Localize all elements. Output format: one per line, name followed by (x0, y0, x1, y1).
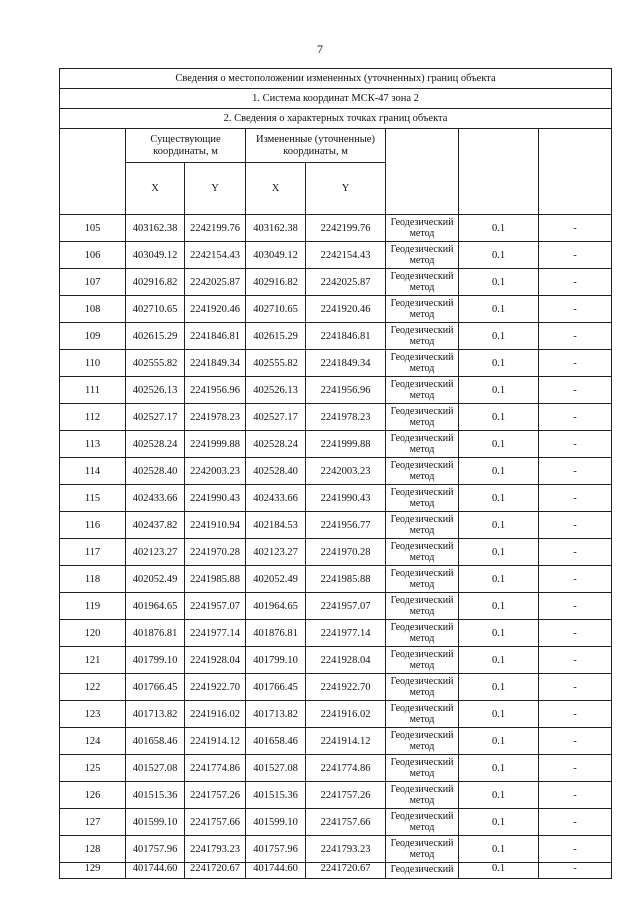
accuracy-cell: 0.1 (459, 296, 539, 323)
accuracy-cell: 0.1 (459, 377, 539, 404)
existing-y-cell: 2241956.96 (185, 377, 246, 404)
method-cell: Геодезический метод (386, 674, 459, 701)
existing-y-cell: 2242154.43 (185, 242, 246, 269)
existing-x-cell: 402528.40 (126, 458, 185, 485)
accuracy-cell: 0.1 (459, 674, 539, 701)
existing-y-cell: 2241978.23 (185, 404, 246, 431)
header-row-system (60, 89, 612, 109)
accuracy-cell: 0.1 (459, 836, 539, 863)
accuracy-header (459, 129, 539, 215)
changed-x-cell: 402615.29 (246, 323, 306, 350)
changed-x-cell: 402527.17 (246, 404, 306, 431)
method-cell: Геодезический метод (386, 620, 459, 647)
point-number-cell: 126 (60, 782, 126, 809)
changed-x-cell: 402528.24 (246, 431, 306, 458)
description-cell: - (539, 863, 612, 879)
method-cell: Геодезический метод (386, 404, 459, 431)
description-cell: - (539, 242, 612, 269)
table-row (60, 296, 612, 323)
method-cell: Геодезический метод (386, 566, 459, 593)
existing-x-cell: 402555.82 (126, 350, 185, 377)
existing-x-cell: 402710.65 (126, 296, 185, 323)
description-cell: - (539, 377, 612, 404)
description-cell: - (539, 296, 612, 323)
method-cell: Геодезический метод (386, 377, 459, 404)
method-cell: Геодезический метод (386, 539, 459, 566)
existing-y-cell: 2242199.76 (185, 215, 246, 242)
point-number-cell: 118 (60, 566, 126, 593)
changed-y-cell: 2242025.87 (306, 269, 386, 296)
method-cell: Геодезический метод (386, 647, 459, 674)
table-row (60, 647, 612, 674)
existing-y-cell: 2241985.88 (185, 566, 246, 593)
existing-x-cell: 402527.17 (126, 404, 185, 431)
changed-y-cell: 2241720.67 (306, 863, 386, 879)
existing-x-cell: 401757.96 (126, 836, 185, 863)
accuracy-cell: 0.1 (459, 215, 539, 242)
existing-y-cell: 2242003.23 (185, 458, 246, 485)
existing-y-cell: 2241920.46 (185, 296, 246, 323)
existing-y-cell: 2241957.07 (185, 593, 246, 620)
table-row (60, 620, 612, 647)
changed-y-cell: 2241978.23 (306, 404, 386, 431)
changed-x-cell: 402528.40 (246, 458, 306, 485)
method-cell: Геодезический метод (386, 323, 459, 350)
changed-x-cell: 401799.10 (246, 647, 306, 674)
changed-x-cell: 402184.53 (246, 512, 306, 539)
description-cell: - (539, 539, 612, 566)
point-number-cell: 113 (60, 431, 126, 458)
changed-x-cell: 402916.82 (246, 269, 306, 296)
description-cell: - (539, 701, 612, 728)
existing-y-cell: 2241846.81 (185, 323, 246, 350)
existing-x-cell: 401766.45 (126, 674, 185, 701)
description-cell: - (539, 269, 612, 296)
description-cell: - (539, 566, 612, 593)
changed-y-cell: 2241849.34 (306, 350, 386, 377)
method-cell: Геодезический метод (386, 458, 459, 485)
changed-y-cell: 2241757.26 (306, 782, 386, 809)
changed-y-cell: 2241928.04 (306, 647, 386, 674)
accuracy-cell: 0.1 (459, 620, 539, 647)
point-number-cell: 112 (60, 404, 126, 431)
point-number-cell: 121 (60, 647, 126, 674)
description-cell: - (539, 809, 612, 836)
point-number-cell: 109 (60, 323, 126, 350)
existing-x-cell: 401515.36 (126, 782, 185, 809)
existing-x-cell: 401527.08 (126, 755, 185, 782)
table-row (60, 539, 612, 566)
table-row (60, 431, 612, 458)
accuracy-cell: 0.1 (459, 647, 539, 674)
changed-y-cell: 2241846.81 (306, 323, 386, 350)
table-row (60, 593, 612, 620)
accuracy-cell: 0.1 (459, 242, 539, 269)
changed-x-cell: 401713.82 (246, 701, 306, 728)
point-number-cell: 120 (60, 620, 126, 647)
accuracy-cell: 0.1 (459, 431, 539, 458)
description-cell: - (539, 512, 612, 539)
boundary-points-table (59, 68, 612, 879)
changed-y-cell: 2241977.14 (306, 620, 386, 647)
method-cell: Геодезический метод (386, 512, 459, 539)
changed-y-cell: 2241914.12 (306, 728, 386, 755)
existing-y-cell: 2241916.02 (185, 701, 246, 728)
existing-x-cell: 401658.46 (126, 728, 185, 755)
changed-y-cell: 2241774.86 (306, 755, 386, 782)
existing-y-cell: 2241720.67 (185, 863, 246, 879)
point-number-cell: 119 (60, 593, 126, 620)
existing-x-cell: 401964.65 (126, 593, 185, 620)
description-cell: - (539, 674, 612, 701)
changed-x-cell: 402555.82 (246, 350, 306, 377)
existing-x-cell: 402916.82 (126, 269, 185, 296)
description-cell: - (539, 728, 612, 755)
existing-x-cell: 402615.29 (126, 323, 185, 350)
method-cell: Геодезический метод (386, 215, 459, 242)
existing-x-cell: 401799.10 (126, 647, 185, 674)
point-number-cell: 129 (60, 863, 126, 879)
description-cell: - (539, 836, 612, 863)
table-row (60, 377, 612, 404)
existing-y-header: Y (185, 163, 246, 215)
changed-y-cell: 2241990.43 (306, 485, 386, 512)
existing-y-cell: 2241774.86 (185, 755, 246, 782)
table-row (60, 458, 612, 485)
existing-x-cell: 402433.66 (126, 485, 185, 512)
table-row (60, 323, 612, 350)
point-number-cell: 115 (60, 485, 126, 512)
changed-x-cell: 402526.13 (246, 377, 306, 404)
point-number-cell: 105 (60, 215, 126, 242)
existing-y-cell: 2241928.04 (185, 647, 246, 674)
changed-y-cell: 2241757.66 (306, 809, 386, 836)
existing-y-cell: 2241757.66 (185, 809, 246, 836)
existing-y-cell: 2241757.26 (185, 782, 246, 809)
method-cell: Геодезический метод (386, 269, 459, 296)
description-cell: - (539, 458, 612, 485)
table-row (60, 485, 612, 512)
section-title: 2. Сведения о характерных точках границ объекта (60, 109, 612, 129)
description-cell: - (539, 323, 612, 350)
point-number-cell: 107 (60, 269, 126, 296)
accuracy-cell: 0.1 (459, 782, 539, 809)
existing-coordinates-header: Существующие координаты, м (126, 129, 246, 163)
changed-x-cell: 401766.45 (246, 674, 306, 701)
description-cell: - (539, 485, 612, 512)
existing-x-cell: 402123.27 (126, 539, 185, 566)
method-cell: Геодезический метод (386, 431, 459, 458)
accuracy-cell: 0.1 (459, 350, 539, 377)
point-number-cell: 122 (60, 674, 126, 701)
point-number-header (60, 129, 126, 215)
point-number-cell: 114 (60, 458, 126, 485)
changed-x-cell: 402710.65 (246, 296, 306, 323)
changed-coordinates-header: Измененные (уточненные) координаты, м (246, 129, 386, 163)
existing-x-header: X (126, 163, 185, 215)
table-row (60, 404, 612, 431)
changed-y-cell: 2241916.02 (306, 701, 386, 728)
point-number-cell: 123 (60, 701, 126, 728)
description-header (539, 129, 612, 215)
changed-x-cell: 401876.81 (246, 620, 306, 647)
method-cell: Геодезический метод (386, 701, 459, 728)
existing-y-cell: 2241793.23 (185, 836, 246, 863)
method-cell: Геодезический метод (386, 809, 459, 836)
table-row (60, 215, 612, 242)
changed-y-cell: 2241956.96 (306, 377, 386, 404)
existing-x-cell: 402528.24 (126, 431, 185, 458)
existing-y-cell: 2241977.14 (185, 620, 246, 647)
existing-y-cell: 2241922.70 (185, 674, 246, 701)
existing-x-cell: 402526.13 (126, 377, 185, 404)
table-row (60, 350, 612, 377)
existing-x-cell: 402437.82 (126, 512, 185, 539)
table-row (60, 836, 612, 863)
description-cell: - (539, 593, 612, 620)
point-number-cell: 127 (60, 809, 126, 836)
table-row (60, 701, 612, 728)
changed-x-cell: 403162.38 (246, 215, 306, 242)
changed-y-cell: 2241970.28 (306, 539, 386, 566)
table-row (60, 566, 612, 593)
accuracy-cell: 0.1 (459, 269, 539, 296)
accuracy-cell: 0.1 (459, 755, 539, 782)
accuracy-cell: 0.1 (459, 701, 539, 728)
table-body (60, 69, 612, 879)
existing-x-cell: 402052.49 (126, 566, 185, 593)
description-cell: - (539, 647, 612, 674)
changed-x-cell: 401744.60 (246, 863, 306, 879)
table-row (60, 674, 612, 701)
point-number-cell: 111 (60, 377, 126, 404)
changed-x-cell: 401515.36 (246, 782, 306, 809)
method-cell: Геодезический (386, 863, 459, 879)
method-cell: Геодезический метод (386, 350, 459, 377)
existing-y-cell: 2242025.87 (185, 269, 246, 296)
table-row (60, 269, 612, 296)
accuracy-cell: 0.1 (459, 485, 539, 512)
header-row-title (60, 69, 612, 89)
changed-x-cell: 401658.46 (246, 728, 306, 755)
point-number-cell: 125 (60, 755, 126, 782)
method-header (386, 129, 459, 215)
coordinate-system: 1. Система координат МСК-47 зона 2 (60, 89, 612, 109)
description-cell: - (539, 215, 612, 242)
header-row-groups (60, 129, 612, 163)
point-number-cell: 108 (60, 296, 126, 323)
changed-x-header: X (246, 163, 306, 215)
accuracy-cell: 0.1 (459, 728, 539, 755)
header-row-section (60, 109, 612, 129)
method-cell: Геодезический метод (386, 755, 459, 782)
existing-x-cell: 403049.12 (126, 242, 185, 269)
existing-x-cell: 401744.60 (126, 863, 185, 879)
accuracy-cell: 0.1 (459, 566, 539, 593)
table-row (60, 863, 612, 879)
description-cell: - (539, 350, 612, 377)
accuracy-cell: 0.1 (459, 323, 539, 350)
table-row (60, 755, 612, 782)
changed-y-cell: 2241920.46 (306, 296, 386, 323)
existing-y-cell: 2241999.88 (185, 431, 246, 458)
existing-y-cell: 2241990.43 (185, 485, 246, 512)
changed-y-cell: 2241956.77 (306, 512, 386, 539)
changed-x-cell: 402052.49 (246, 566, 306, 593)
changed-x-cell: 401964.65 (246, 593, 306, 620)
point-number-cell: 124 (60, 728, 126, 755)
existing-x-cell: 401713.82 (126, 701, 185, 728)
table-row (60, 728, 612, 755)
changed-x-cell: 401527.08 (246, 755, 306, 782)
table-row (60, 782, 612, 809)
method-cell: Геодезический метод (386, 242, 459, 269)
existing-x-cell: 401876.81 (126, 620, 185, 647)
changed-x-cell: 402433.66 (246, 485, 306, 512)
page-number: 7 (317, 42, 323, 56)
accuracy-cell: 0.1 (459, 863, 539, 879)
changed-y-cell: 2242154.43 (306, 242, 386, 269)
changed-x-cell: 401599.10 (246, 809, 306, 836)
changed-y-cell: 2241999.88 (306, 431, 386, 458)
method-cell: Геодезический метод (386, 782, 459, 809)
existing-y-cell: 2241910.94 (185, 512, 246, 539)
description-cell: - (539, 782, 612, 809)
existing-x-cell: 401599.10 (126, 809, 185, 836)
changed-y-cell: 2242199.76 (306, 215, 386, 242)
existing-y-cell: 2241970.28 (185, 539, 246, 566)
changed-y-cell: 2241985.88 (306, 566, 386, 593)
existing-y-cell: 2241914.12 (185, 728, 246, 755)
changed-y-cell: 2241922.70 (306, 674, 386, 701)
method-cell: Геодезический метод (386, 836, 459, 863)
accuracy-cell: 0.1 (459, 458, 539, 485)
changed-x-cell: 401757.96 (246, 836, 306, 863)
existing-x-cell: 403162.38 (126, 215, 185, 242)
description-cell: - (539, 404, 612, 431)
accuracy-cell: 0.1 (459, 809, 539, 836)
point-number-cell: 116 (60, 512, 126, 539)
description-cell: - (539, 620, 612, 647)
accuracy-cell: 0.1 (459, 404, 539, 431)
method-cell: Геодезический метод (386, 728, 459, 755)
accuracy-cell: 0.1 (459, 593, 539, 620)
table-row (60, 512, 612, 539)
point-number-cell: 117 (60, 539, 126, 566)
changed-y-cell: 2241957.07 (306, 593, 386, 620)
changed-x-cell: 402123.27 (246, 539, 306, 566)
changed-y-header: Y (306, 163, 386, 215)
table-row (60, 242, 612, 269)
method-cell: Геодезический метод (386, 296, 459, 323)
table-title: Сведения о местоположении измененных (уточненных) границ объекта (60, 69, 612, 89)
existing-y-cell: 2241849.34 (185, 350, 246, 377)
point-number-cell: 106 (60, 242, 126, 269)
method-cell: Геодезический метод (386, 485, 459, 512)
changed-y-cell: 2241793.23 (306, 836, 386, 863)
accuracy-cell: 0.1 (459, 539, 539, 566)
description-cell: - (539, 755, 612, 782)
table-row (60, 809, 612, 836)
method-cell: Геодезический метод (386, 593, 459, 620)
changed-y-cell: 2242003.23 (306, 458, 386, 485)
description-cell: - (539, 431, 612, 458)
changed-x-cell: 403049.12 (246, 242, 306, 269)
point-number-cell: 110 (60, 350, 126, 377)
accuracy-cell: 0.1 (459, 512, 539, 539)
point-number-cell: 128 (60, 836, 126, 863)
